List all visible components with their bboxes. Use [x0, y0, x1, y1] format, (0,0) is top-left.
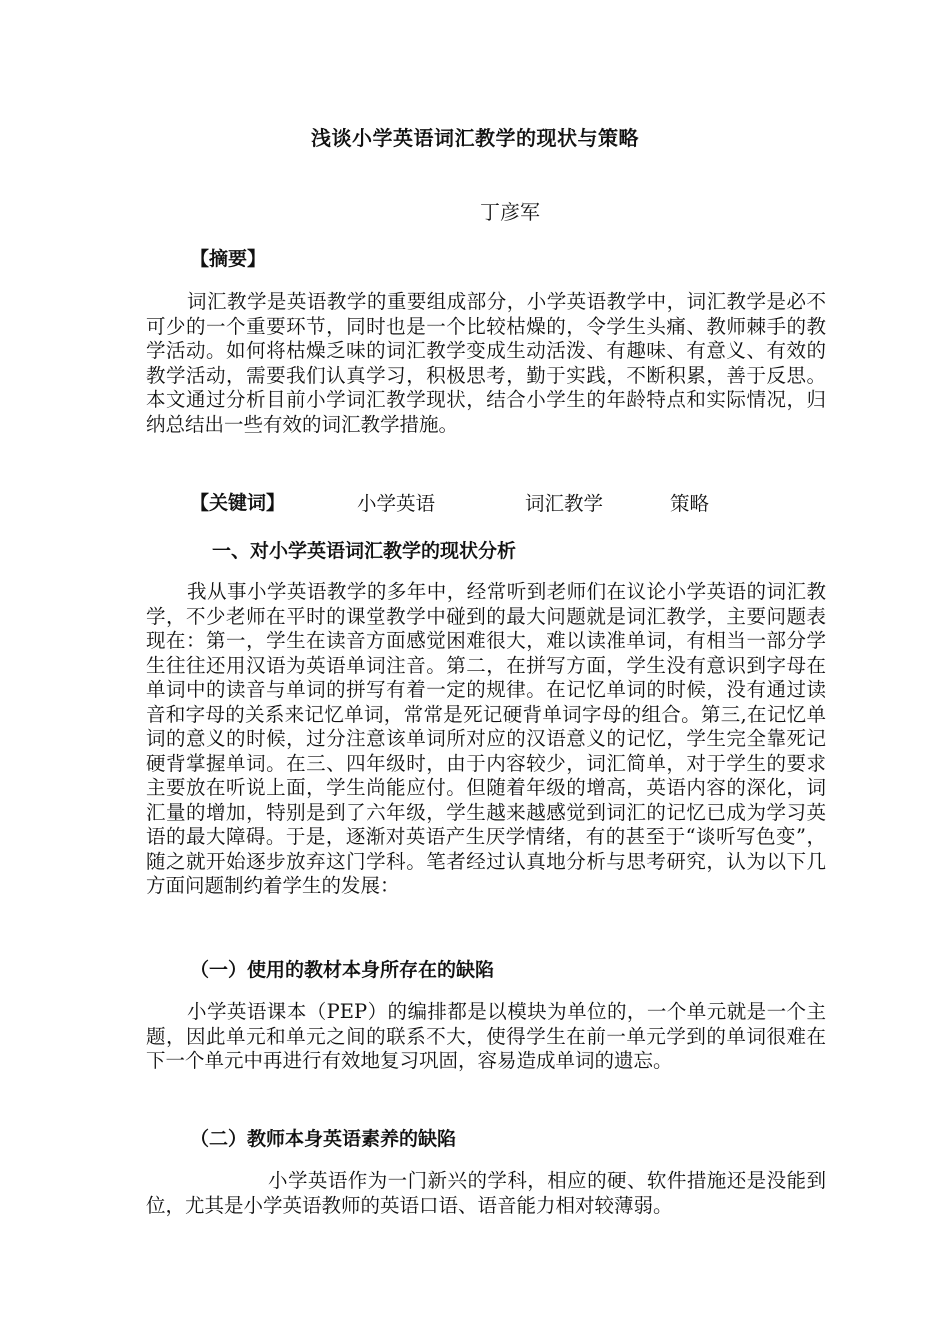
abstract-text: 词汇教学是英语教学的重要组成部分，小学英语教学中，词汇教学是必不可少的一个重要环节，同时也是一个比较枯燥的，令学生头痛、教师棘手的教学活动。如何将枯燥乏味的词汇教学变成生动活泼、有趣味、有意义、有效的教学活动，需要我们认真学习，积极思考，勤于实践，不断积累，善于反思。本文通过分析目前小学词汇教学现状，结合小学生的年龄特点和实际情况，归纳总结出一些有效的词汇教学措施。 [146, 290, 826, 436]
author-name: 丁彦军 [480, 200, 540, 224]
keywords-label: 【关键词】 [190, 492, 286, 514]
document-title: 浅谈小学英语词汇教学的现状与策略 [311, 126, 639, 150]
subsection-1-heading: （一）使用的教材本身所存在的缺陷 [190, 959, 495, 981]
subsection-1-text: 小学英语课本（PEP）的编排都是以模块为单位的，一个单元就是一个主题，因此单元和单元之间的联系不大，使得学生在前一单元学到的单词很难在下一个单元中再进行有效地复习巩固，容易造成单词的遗忘。 [146, 1000, 826, 1072]
subsection-2-heading: （二）教师本身英语素养的缺陷 [190, 1128, 457, 1150]
keyword-2: 词汇教学 [525, 492, 604, 515]
section-1-text: 我从事小学英语教学的多年中，经常听到老师们在议论小学英语的词汇教学，不少老师在平时的课堂教学中碰到的最大问题就是词汇教学，主要问题表现在：第一，学生在读音方面感觉困难很大，难以读准单词，有相当一部分学生往往还用汉语为英语单词注音。第二，在拼写方面，学生没有意识到字母在单词中的读音与单词的拼写有着一定的规律。在记忆单词的时候，没有通过读音和字母的关系来记忆单词，常常是死记硬背单词字母的组合。第三,在记忆单词的意义的时候，过分注意该单词所对应的汉语意义的记忆，学生完全靠死记硬背掌握单词。在三、四年级时，由于内容较少，词汇简单，对于学生的要求主要放在听说上面，学生尚能应付。但随着年级的增高，英语内容的深化，词汇量的增加，特别是到了六年级，学生越来越感觉到词汇的记忆已成为学习英语的最大障碍。于是，逐渐对英语产生厌学情绪，有的甚至于“谈听写色变”，随之就开始逐步放弃这门学科。笔者经过认真地分析与思考研究，认为以下几方面问题制约着学生的发展： [146, 580, 826, 897]
subsection-2-text: 小学英语作为一门新兴的学科，相应的硬、软件措施还是没能到位，尤其是小学英语教师的英语口语、语音能力相对较薄弱。 [146, 1169, 826, 1217]
keyword-1: 小学英语 [357, 492, 436, 515]
abstract-label: 【摘要】 [190, 248, 267, 270]
section-1-heading: 一、对小学英语词汇教学的现状分析 [212, 540, 517, 562]
keyword-3: 策略 [670, 492, 710, 515]
